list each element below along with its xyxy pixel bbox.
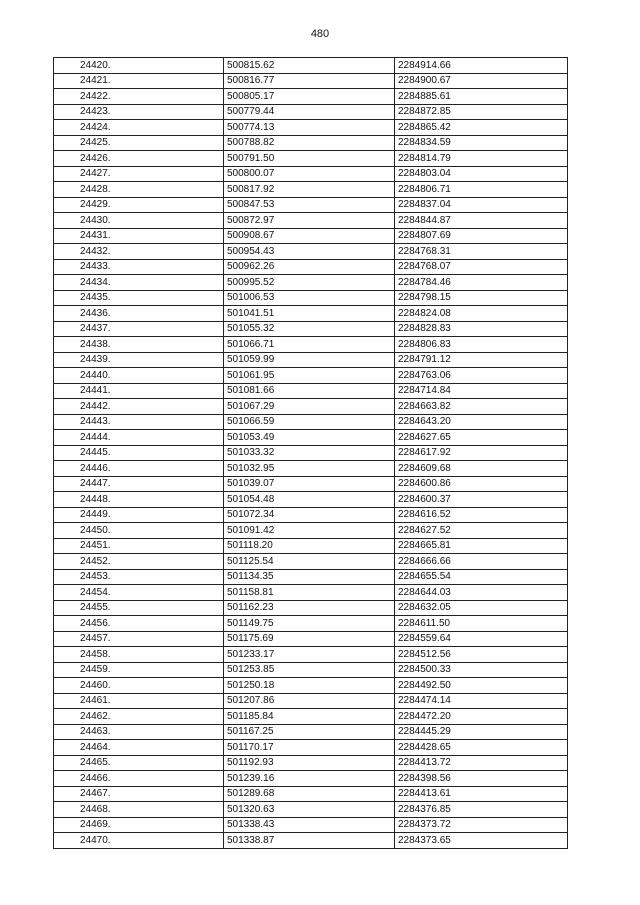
y-coordinate-cell: 2284872.85 bbox=[395, 104, 568, 120]
table-row bbox=[54, 476, 568, 492]
point-number-cell: 24455. bbox=[54, 600, 224, 616]
y-coordinate-cell: 2284492.50 bbox=[395, 678, 568, 694]
table-row bbox=[54, 616, 568, 632]
x-coordinate-cell: 501253.85 bbox=[224, 662, 395, 678]
table-row bbox=[54, 492, 568, 508]
point-number-cell: 24422. bbox=[54, 89, 224, 105]
point-number-cell: 24420. bbox=[54, 58, 224, 74]
x-coordinate-cell: 501033.32 bbox=[224, 445, 395, 461]
x-coordinate-cell: 500816.77 bbox=[224, 73, 395, 89]
x-coordinate-cell: 501192.93 bbox=[224, 755, 395, 771]
x-coordinate-cell: 501091.42 bbox=[224, 523, 395, 539]
point-number-cell: 24464. bbox=[54, 740, 224, 756]
table-row bbox=[54, 197, 568, 213]
table-row bbox=[54, 569, 568, 585]
table-row bbox=[54, 647, 568, 663]
point-number-cell: 24429. bbox=[54, 197, 224, 213]
x-coordinate-cell: 501061.95 bbox=[224, 368, 395, 384]
y-coordinate-cell: 2284837.04 bbox=[395, 197, 568, 213]
point-number-cell: 24468. bbox=[54, 802, 224, 818]
table-row bbox=[54, 368, 568, 384]
table-row bbox=[54, 461, 568, 477]
y-coordinate-cell: 2284559.64 bbox=[395, 631, 568, 647]
x-coordinate-cell: 501185.84 bbox=[224, 709, 395, 725]
y-coordinate-cell: 2284828.83 bbox=[395, 321, 568, 337]
x-coordinate-cell: 501170.17 bbox=[224, 740, 395, 756]
x-coordinate-cell: 501081.66 bbox=[224, 383, 395, 399]
point-number-cell: 24467. bbox=[54, 786, 224, 802]
x-coordinate-cell: 500817.92 bbox=[224, 182, 395, 198]
table-row bbox=[54, 337, 568, 353]
y-coordinate-cell: 2284398.56 bbox=[395, 771, 568, 787]
y-coordinate-cell: 2284714.84 bbox=[395, 383, 568, 399]
x-coordinate-cell: 501233.17 bbox=[224, 647, 395, 663]
y-coordinate-cell: 2284373.72 bbox=[395, 817, 568, 833]
x-coordinate-cell: 500954.43 bbox=[224, 244, 395, 260]
y-coordinate-cell: 2284663.82 bbox=[395, 399, 568, 415]
table-row bbox=[54, 724, 568, 740]
x-coordinate-cell: 501054.48 bbox=[224, 492, 395, 508]
point-number-cell: 24460. bbox=[54, 678, 224, 694]
table-row bbox=[54, 678, 568, 694]
point-number-cell: 24450. bbox=[54, 523, 224, 539]
x-coordinate-cell: 501066.59 bbox=[224, 414, 395, 430]
point-number-cell: 24456. bbox=[54, 616, 224, 632]
y-coordinate-cell: 2284600.86 bbox=[395, 476, 568, 492]
point-number-cell: 24451. bbox=[54, 538, 224, 554]
x-coordinate-cell: 500962.26 bbox=[224, 259, 395, 275]
x-coordinate-cell: 501289.68 bbox=[224, 786, 395, 802]
point-number-cell: 24454. bbox=[54, 585, 224, 601]
x-coordinate-cell: 501053.49 bbox=[224, 430, 395, 446]
x-coordinate-cell: 500995.52 bbox=[224, 275, 395, 291]
y-coordinate-cell: 2284806.71 bbox=[395, 182, 568, 198]
point-number-cell: 24426. bbox=[54, 151, 224, 167]
point-number-cell: 24421. bbox=[54, 73, 224, 89]
table-row bbox=[54, 802, 568, 818]
x-coordinate-cell: 500800.07 bbox=[224, 166, 395, 182]
coordinates-table bbox=[53, 57, 568, 849]
x-coordinate-cell: 501055.32 bbox=[224, 321, 395, 337]
y-coordinate-cell: 2284627.65 bbox=[395, 430, 568, 446]
point-number-cell: 24435. bbox=[54, 290, 224, 306]
y-coordinate-cell: 2284512.56 bbox=[395, 647, 568, 663]
y-coordinate-cell: 2284763.06 bbox=[395, 368, 568, 384]
point-number-cell: 24442. bbox=[54, 399, 224, 415]
y-coordinate-cell: 2284655.54 bbox=[395, 569, 568, 585]
y-coordinate-cell: 2284413.61 bbox=[395, 786, 568, 802]
x-coordinate-cell: 500805.17 bbox=[224, 89, 395, 105]
table-row bbox=[54, 166, 568, 182]
x-coordinate-cell: 500908.67 bbox=[224, 228, 395, 244]
point-number-cell: 24434. bbox=[54, 275, 224, 291]
table-row bbox=[54, 523, 568, 539]
table-row bbox=[54, 445, 568, 461]
table-row bbox=[54, 182, 568, 198]
y-coordinate-cell: 2284627.52 bbox=[395, 523, 568, 539]
x-coordinate-cell: 501158.81 bbox=[224, 585, 395, 601]
x-coordinate-cell: 501118.20 bbox=[224, 538, 395, 554]
point-number-cell: 24427. bbox=[54, 166, 224, 182]
point-number-cell: 24458. bbox=[54, 647, 224, 663]
point-number-cell: 24462. bbox=[54, 709, 224, 725]
point-number-cell: 24446. bbox=[54, 461, 224, 477]
y-coordinate-cell: 2284814.79 bbox=[395, 151, 568, 167]
table-row bbox=[54, 306, 568, 322]
point-number-cell: 24436. bbox=[54, 306, 224, 322]
point-number-cell: 24448. bbox=[54, 492, 224, 508]
table-row bbox=[54, 135, 568, 151]
table-row bbox=[54, 321, 568, 337]
x-coordinate-cell: 501006.53 bbox=[224, 290, 395, 306]
x-coordinate-cell: 501207.86 bbox=[224, 693, 395, 709]
x-coordinate-cell: 500872.97 bbox=[224, 213, 395, 229]
x-coordinate-cell: 501066.71 bbox=[224, 337, 395, 353]
x-coordinate-cell: 501039.07 bbox=[224, 476, 395, 492]
point-number-cell: 24425. bbox=[54, 135, 224, 151]
x-coordinate-cell: 500847.53 bbox=[224, 197, 395, 213]
table-row bbox=[54, 244, 568, 260]
y-coordinate-cell: 2284616.52 bbox=[395, 507, 568, 523]
y-coordinate-cell: 2284445.29 bbox=[395, 724, 568, 740]
y-coordinate-cell: 2284665.81 bbox=[395, 538, 568, 554]
point-number-cell: 24440. bbox=[54, 368, 224, 384]
x-coordinate-cell: 500791.50 bbox=[224, 151, 395, 167]
y-coordinate-cell: 2284413.72 bbox=[395, 755, 568, 771]
table-row bbox=[54, 104, 568, 120]
point-number-cell: 24444. bbox=[54, 430, 224, 446]
table-row bbox=[54, 786, 568, 802]
y-coordinate-cell: 2284798.15 bbox=[395, 290, 568, 306]
y-coordinate-cell: 2284500.33 bbox=[395, 662, 568, 678]
table-row bbox=[54, 755, 568, 771]
y-coordinate-cell: 2284900.67 bbox=[395, 73, 568, 89]
y-coordinate-cell: 2284807.69 bbox=[395, 228, 568, 244]
point-number-cell: 24465. bbox=[54, 755, 224, 771]
y-coordinate-cell: 2284644.03 bbox=[395, 585, 568, 601]
table-row bbox=[54, 662, 568, 678]
y-coordinate-cell: 2284643.20 bbox=[395, 414, 568, 430]
y-coordinate-cell: 2284844.87 bbox=[395, 213, 568, 229]
point-number-cell: 24459. bbox=[54, 662, 224, 678]
page-number: 480 bbox=[310, 28, 330, 40]
y-coordinate-cell: 2284617.92 bbox=[395, 445, 568, 461]
x-coordinate-cell: 500788.82 bbox=[224, 135, 395, 151]
table-row bbox=[54, 414, 568, 430]
point-number-cell: 24457. bbox=[54, 631, 224, 647]
table-row bbox=[54, 709, 568, 725]
point-number-cell: 24453. bbox=[54, 569, 224, 585]
y-coordinate-cell: 2284824.08 bbox=[395, 306, 568, 322]
x-coordinate-cell: 501175.69 bbox=[224, 631, 395, 647]
point-number-cell: 24447. bbox=[54, 476, 224, 492]
y-coordinate-cell: 2284865.42 bbox=[395, 120, 568, 136]
point-number-cell: 24470. bbox=[54, 833, 224, 849]
y-coordinate-cell: 2284803.04 bbox=[395, 166, 568, 182]
point-number-cell: 24452. bbox=[54, 554, 224, 570]
table-row bbox=[54, 430, 568, 446]
table-row bbox=[54, 275, 568, 291]
point-number-cell: 24449. bbox=[54, 507, 224, 523]
table-row bbox=[54, 771, 568, 787]
y-coordinate-cell: 2284834.59 bbox=[395, 135, 568, 151]
point-number-cell: 24424. bbox=[54, 120, 224, 136]
table-row bbox=[54, 259, 568, 275]
table-row bbox=[54, 73, 568, 89]
y-coordinate-cell: 2284376.85 bbox=[395, 802, 568, 818]
x-coordinate-cell: 501059.99 bbox=[224, 352, 395, 368]
x-coordinate-cell: 501041.51 bbox=[224, 306, 395, 322]
table-row bbox=[54, 120, 568, 136]
table-row bbox=[54, 383, 568, 399]
y-coordinate-cell: 2284632.05 bbox=[395, 600, 568, 616]
coordinates-table-body bbox=[54, 58, 568, 849]
table-row bbox=[54, 600, 568, 616]
y-coordinate-cell: 2284768.07 bbox=[395, 259, 568, 275]
x-coordinate-cell: 501239.16 bbox=[224, 771, 395, 787]
x-coordinate-cell: 501072.34 bbox=[224, 507, 395, 523]
table-row bbox=[54, 817, 568, 833]
y-coordinate-cell: 2284791.12 bbox=[395, 352, 568, 368]
y-coordinate-cell: 2284472.20 bbox=[395, 709, 568, 725]
x-coordinate-cell: 501338.87 bbox=[224, 833, 395, 849]
table-row bbox=[54, 833, 568, 849]
x-coordinate-cell: 500815.62 bbox=[224, 58, 395, 74]
table-row bbox=[54, 58, 568, 74]
x-coordinate-cell: 501320.63 bbox=[224, 802, 395, 818]
point-number-cell: 24432. bbox=[54, 244, 224, 260]
table-row bbox=[54, 585, 568, 601]
point-number-cell: 24431. bbox=[54, 228, 224, 244]
y-coordinate-cell: 2284609.68 bbox=[395, 461, 568, 477]
point-number-cell: 24443. bbox=[54, 414, 224, 430]
table-row bbox=[54, 740, 568, 756]
table-row bbox=[54, 538, 568, 554]
y-coordinate-cell: 2284768.31 bbox=[395, 244, 568, 260]
y-coordinate-cell: 2284806.83 bbox=[395, 337, 568, 353]
table-row bbox=[54, 554, 568, 570]
y-coordinate-cell: 2284474.14 bbox=[395, 693, 568, 709]
point-number-cell: 24469. bbox=[54, 817, 224, 833]
table-row bbox=[54, 290, 568, 306]
x-coordinate-cell: 500774.13 bbox=[224, 120, 395, 136]
point-number-cell: 24439. bbox=[54, 352, 224, 368]
table-row bbox=[54, 228, 568, 244]
y-coordinate-cell: 2284600.37 bbox=[395, 492, 568, 508]
table-row bbox=[54, 213, 568, 229]
point-number-cell: 24461. bbox=[54, 693, 224, 709]
point-number-cell: 24438. bbox=[54, 337, 224, 353]
x-coordinate-cell: 501067.29 bbox=[224, 399, 395, 415]
point-number-cell: 24430. bbox=[54, 213, 224, 229]
y-coordinate-cell: 2284784.46 bbox=[395, 275, 568, 291]
y-coordinate-cell: 2284666.66 bbox=[395, 554, 568, 570]
point-number-cell: 24441. bbox=[54, 383, 224, 399]
point-number-cell: 24423. bbox=[54, 104, 224, 120]
point-number-cell: 24463. bbox=[54, 724, 224, 740]
x-coordinate-cell: 501250.18 bbox=[224, 678, 395, 694]
y-coordinate-cell: 2284428.65 bbox=[395, 740, 568, 756]
x-coordinate-cell: 501032.95 bbox=[224, 461, 395, 477]
table-row bbox=[54, 507, 568, 523]
x-coordinate-cell: 501338.43 bbox=[224, 817, 395, 833]
y-coordinate-cell: 2284373.65 bbox=[395, 833, 568, 849]
x-coordinate-cell: 500779.44 bbox=[224, 104, 395, 120]
point-number-cell: 24466. bbox=[54, 771, 224, 787]
table-row bbox=[54, 352, 568, 368]
point-number-cell: 24437. bbox=[54, 321, 224, 337]
point-number-cell: 24428. bbox=[54, 182, 224, 198]
x-coordinate-cell: 501125.54 bbox=[224, 554, 395, 570]
x-coordinate-cell: 501149.75 bbox=[224, 616, 395, 632]
table-row bbox=[54, 631, 568, 647]
x-coordinate-cell: 501134.35 bbox=[224, 569, 395, 585]
x-coordinate-cell: 501167.25 bbox=[224, 724, 395, 740]
table-row bbox=[54, 151, 568, 167]
y-coordinate-cell: 2284914.66 bbox=[395, 58, 568, 74]
point-number-cell: 24445. bbox=[54, 445, 224, 461]
table-row bbox=[54, 399, 568, 415]
table-row bbox=[54, 693, 568, 709]
table-row bbox=[54, 89, 568, 105]
point-number-cell: 24433. bbox=[54, 259, 224, 275]
y-coordinate-cell: 2284611.50 bbox=[395, 616, 568, 632]
y-coordinate-cell: 2284885.61 bbox=[395, 89, 568, 105]
x-coordinate-cell: 501162.23 bbox=[224, 600, 395, 616]
